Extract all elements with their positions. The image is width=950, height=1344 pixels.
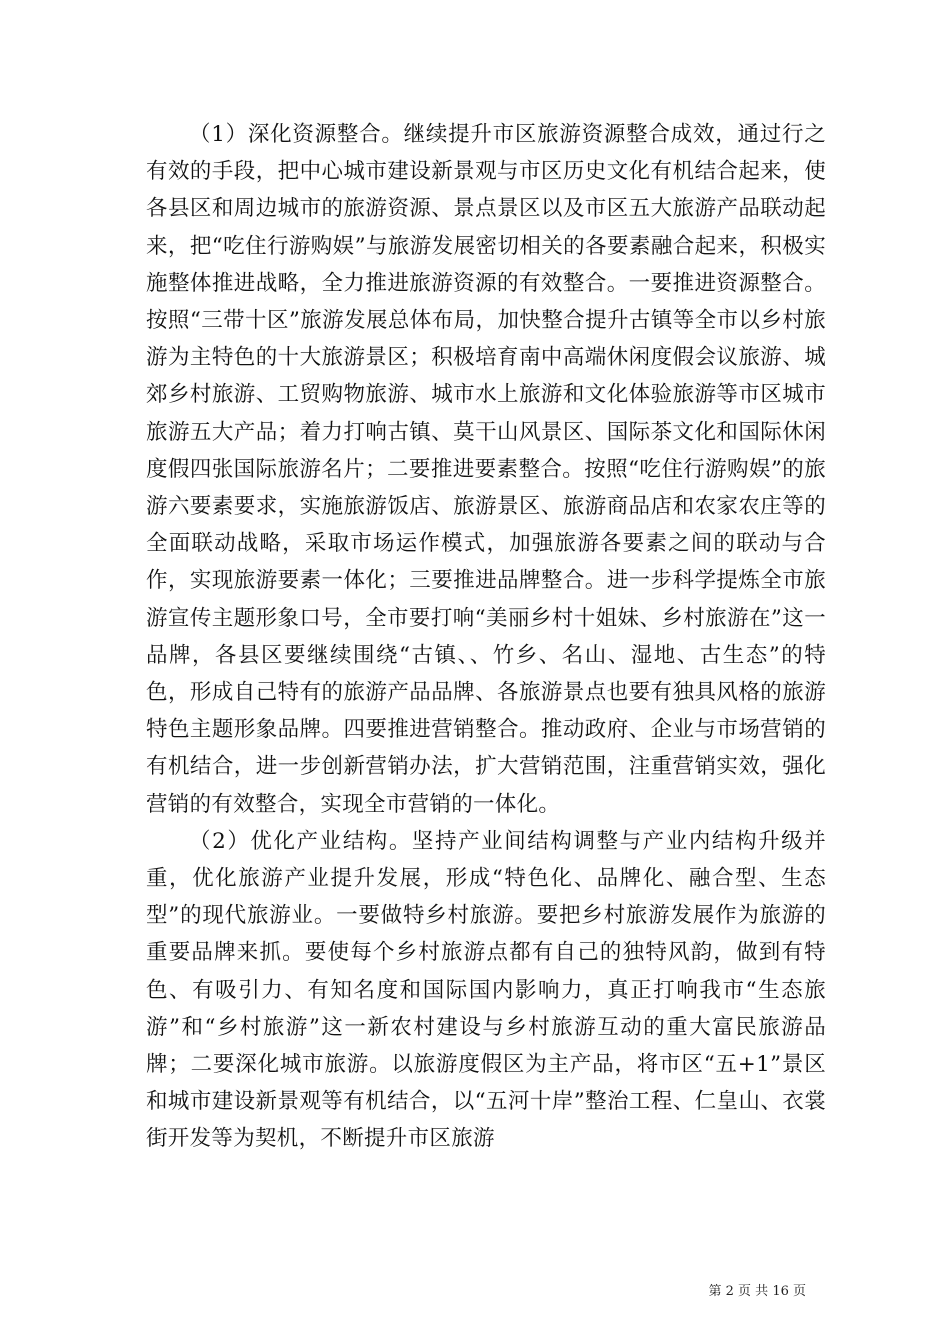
- paragraph-industry-structure: （2）优化产业结构。坚持产业间结构调整与产业内结构升级并重，优化旅游产业提升发展，形成“特色化、品牌化、融合型、生态型”的现代旅游业。一要做特乡村旅游。要把乡村旅游发展作为旅游的重要品牌来抓。要使每个乡村旅游点都有自己的独特风韵，做到有特色、有吸引力、有知名度和国际国内影响力，真正打响我市“生态旅游”和“乡村旅游”这一新农村建设与乡村旅游互动的重大富民旅游品牌；二要深化城市旅游。以旅游度假区为主产品，将市区“五+1”景区和城市建设新景观等有机结合，以“五河十岸”整治工程、仁皇山、衣裳街开发等为契机，不断提升市区旅游: [146, 828, 826, 1152]
- body-text: [146, 116, 826, 1158]
- page-number-footer: 第 2 页 共 16 页: [708, 1284, 806, 1299]
- paragraph-resource-integration: （1）深化资源整合。继续提升市区旅游资源整合成效，通过行之有效的手段，把中心城市建设新景观与市区历史文化有机结合起来，使各县区和周边城市的旅游资源、景点景区以及市区五大旅游产品联动起来，把“吃住行游购娱”与旅游发展密切相关的各要素融合起来，积极实施整体推进战略，全力推进旅游资源的有效整合。一要推进资源整合。按照“三带十区”旅游发展总体布局，加快整合提升古镇等全市以乡村旅游为主特色的十大旅游景区；积极培育南中高端休闲度假会议旅游、城郊乡村旅游、工贸购物旅游、城市水上旅游和文化体验旅游等市区城市旅游五大产品；着力打响古镇、莫干山风景区、国际茶文化和国际休闲度假四张国际旅游名片；二要推进要素整合。按照“吃住行游购娱”的旅游六要素要求，实施旅游饭店、旅游景区、旅游商品店和农家农庄等的全面联动战略，采取市场运作模式，加强旅游各要素之间的联动与合作，实现旅游要素一体化；三要推进品牌整合。进一步科学提炼全市旅游宣传主题形象口号，全市要打响“美丽乡村十姐妹、乡村旅游在”这一品牌，各县区要继续围绕“古镇、、竹乡、名山、湿地、古生态”的特色，形成自己特有的旅游产品品牌、各旅游景点也要有独具风格的旅游特色主题形象品牌。四要推进营销整合。推动政府、企业与市场营销的有机结合，进一步创新营销办法，扩大营销范围，注重营销实效，强化营销的有效整合，实现全市营销的一体化。: [146, 122, 826, 817]
